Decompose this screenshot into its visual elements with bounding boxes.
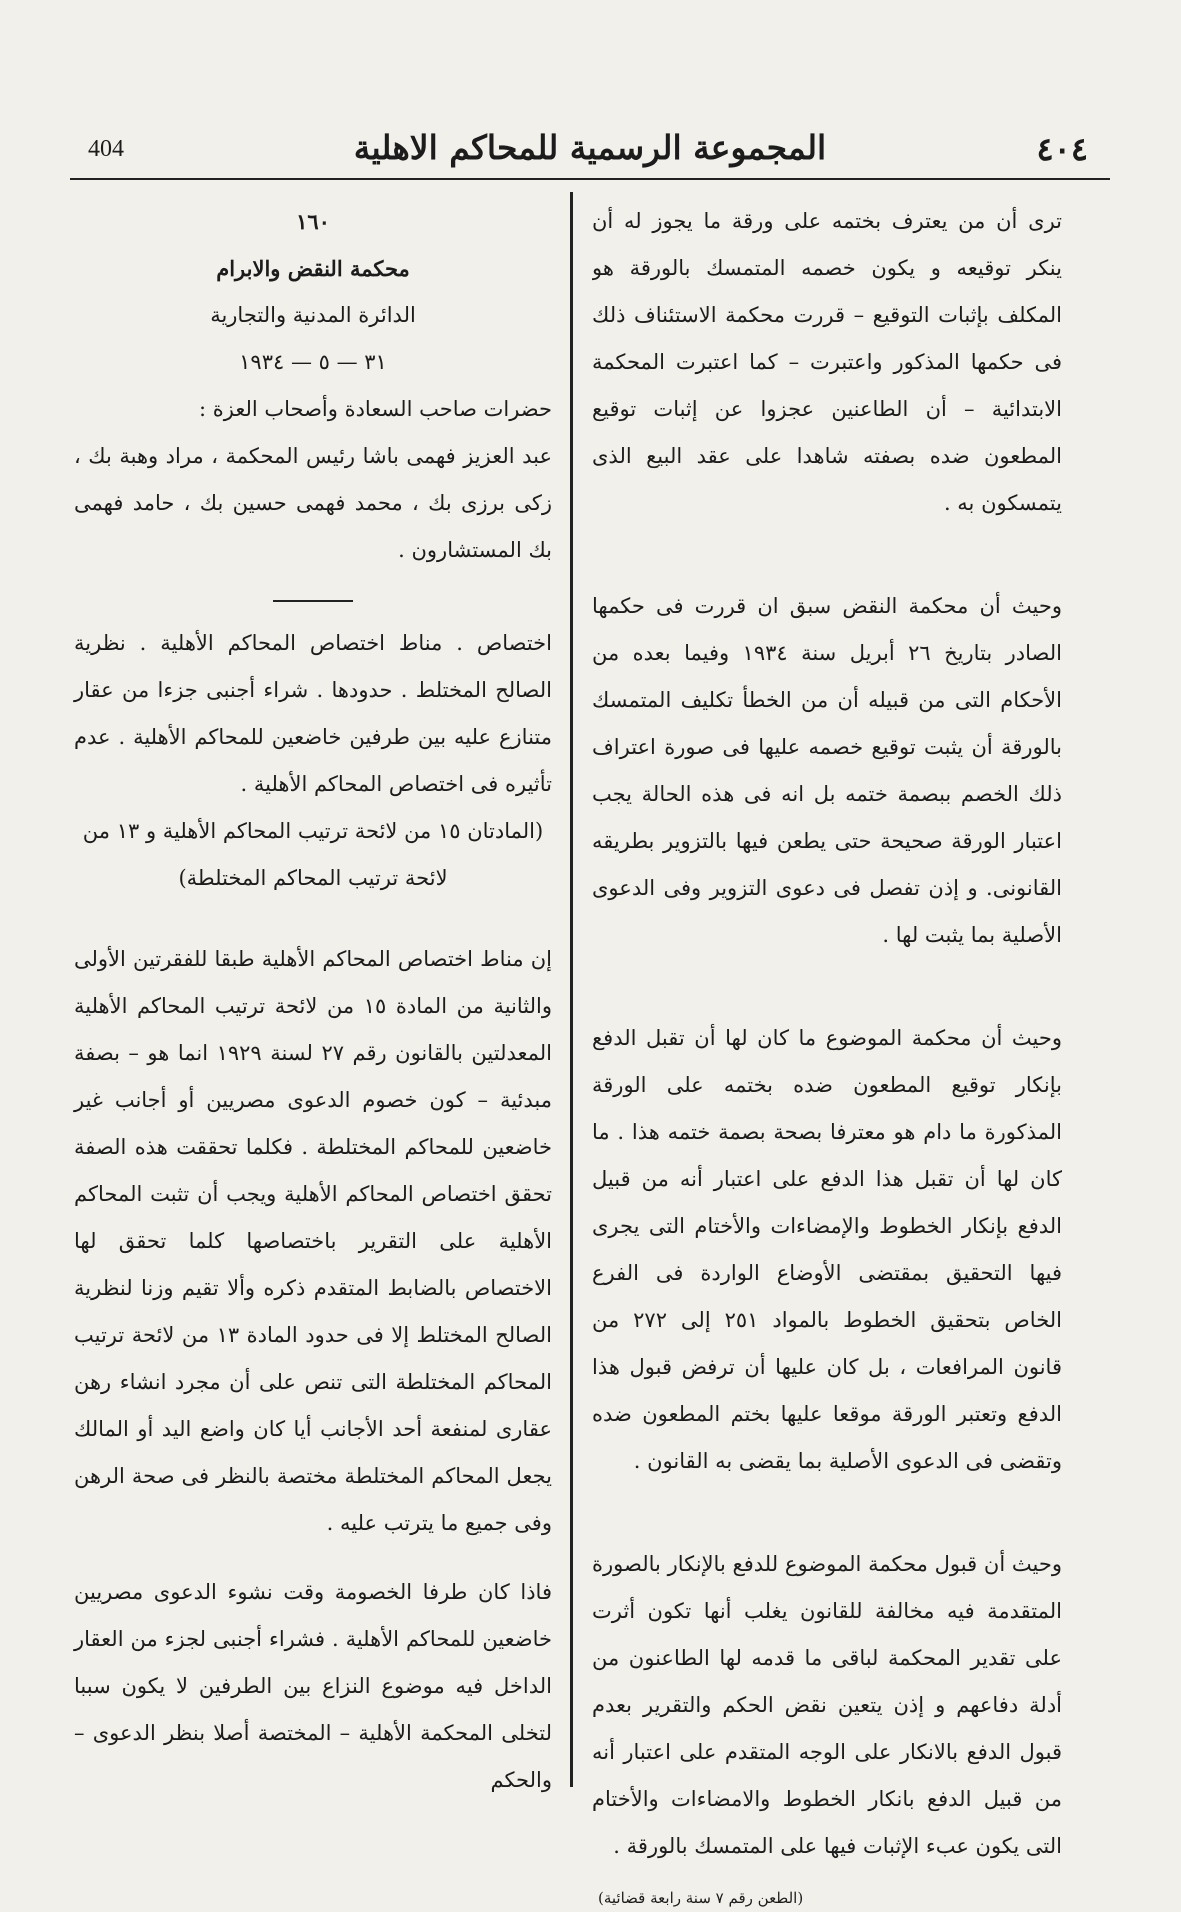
section-separator [273,600,353,602]
page-number-latin: 404 [88,136,124,162]
court-circuit: الدائرة المدنية والتجارية [210,303,416,327]
ruling-body [74,936,552,1804]
headnote-summary: اختصاص . مناط اختصاص المحاكم الأهلية . نظرية الصالح المختلط . حدودها . شراء أجنبى جزءا من عقار متنازع عليه بين طرفين خاضعين للمحاكم الأهلية . عدم تأثيره فى اختصاص المحاكم الأهلية . [74,631,552,796]
paragraph-2: وحيث أن محكمة النقض سبق ان قررت فى حكمها الصادر بتاريخ ٢٦ أبريل سنة ١٩٣٤ وفيما بعده من الأحكام التى من قبيله أن من الخطأ تكليف المتمسك بالورقة أن يثبت توقيع خصمه عليها فى صورة اعتراف ذلك الخصم ببصمة ختمه بل انه فى هذه الحالة يجب اعتبار الورقة صحيحة حتى يطعن فيها بالتزوير بطريقه القانونى. و إذن تفصل فى دعوى التزوير وفى الدعوى الأصلية بما يثبت لها . [592,594,1062,947]
paragraph-3: وحيث أن محكمة الموضوع ما كان لها أن تقبل الدفع بإنكار توقيع المطعون ضده بختمه على الورقة المذكورة ما دام هو معترفا بصحة بصمة ختمه هذا . ما كان لها أن تقبل هذا الدفع على اعتبار أنه من قبيل الدفع بإنكار الخطوط والإمضاءات والأختام التى يجرى فيها التحقيق بمقتضى الأوضاع الواردة فى الفرع الخاص بتحقيق الخطوط بالمواد ٢٥١ إلى ٢٧٢ من قانون المرافعات ، بل كان عليها أن ترفض قبول هذا الدفع وتعتبر الورقة موقعا عليها بختم المطعون ضده وتقضى فى الدعوى الأصلية بما يقضى به القانون . [592,1026,1062,1473]
session-date: ٣١ — ٥ — ١٩٣٤ [239,350,387,374]
right-column [592,198,1062,1912]
attendance-heading: حضرات صاحب السعادة وأصحاب العزة : [198,397,552,421]
paragraph-1: ترى أن من يعترف بختمه على ورقة ما يجوز له أن ينكر توقيعه و يكون خصمه المتمسك بالورقة هو المكلف بإثبات التوقيع – قررت محكمة الاستئناف ذلك فى حكمها المذكور واعتبرت – كما اعتبرت المحكمة الابتدائية – أن الطاعنين عجزوا عن إثبات توقيع المطعون ضده بصفته شاهدا على عقد البيع الذى يتمسكون به . [592,209,1062,515]
court-name: محكمة النقض والابرام [216,256,410,281]
paragraph-4: وحيث أن قبول محكمة الموضوع للدفع بالإنكار بالصورة المتقدمة فيه مخالفة للقانون يغلب أنها تكون أثرت على تقدير المحكمة لباقى ما قدمه لها الطاعنون من أدلة دفاعهم و إذن يتعين نقض الحكم والتقرير بعدم قبول الدفع بالانكار على الوجه المتقدم على اعتبار أنه من قبيل الدفع بانكار الخطوط والامضاءات والأختام التى يكون عبء الإثبات فيها على المتمسك بالورقة . [592,1552,1062,1858]
column-divider [570,192,573,1787]
judges-list: عبد العزيز فهمى باشا رئيس المحكمة ، مراد وهبة بك ، زكى برزى بك ، محمد فهمى حسين بك ، حامد فهمى بك المستشارون . [74,444,552,562]
ruling-paragraph-1: إن مناط اختصاص المحاكم الأهلية طبقا للفقرتين الأولى والثانية من المادة ١٥ من لائحة ترتيب المحاكم الأهلية المعدلتين بالقانون رقم ٢٧ لسنة ١٩٢٩ انما هو – بصفة مبدئية – كون خصوم الدعوى مصريين أو أجانب غير خاضعين للمحاكم المختلطة . فكلما تحققت هذه الصفة تحقق اختصاص المحاكم الأهلية ويجب أن تثبت المحاكم الأهلية على التقرير باختصاصها كلما تحقق لها الاختصاص بالضابط المتقدم ذكره وألا تقيم وزنا لنظرية الصالح المختلط إلا فى حدود المادة ١٣ من لائحة ترتيب المحاكم المختلطة التى تنص على أن مجرد انشاء رهن عقارى لمنفعة أحد الأجانب أيا كان واضع اليد أو المالك يجعل المحاكم المختلطة مختصة بالنظر فى صحة الرهن وفى جميع ما يترتب عليه . [74,947,553,1535]
running-title: المجموعة الرسمية للمحاكم الاهلية [353,128,827,167]
left-column [74,198,552,1826]
ruling-paragraph-2: فاذا كان طرفا الخصومة وقت نشوء الدعوى مصريين خاضعين للمحاكم الأهلية . فشراء أجنبى لجزء من العقار الداخل فيه موضوع النزاع بين الطرفين لا يكون سببا لتخلى المحكمة الأهلية – المختصة أصلا بنظر الدعوى – والحكم [74,1580,552,1792]
page-header [70,128,1110,180]
case-number: ١٦٠ [296,209,330,234]
case-reference: (الطعن رقم ٧ سنة رابعة قضائية) [598,1889,804,1907]
page-number-arabic: ٤٠٤ [1036,130,1088,168]
statute-reference: (المادتان ١٥ من لائحة ترتيب المحاكم الأهلية و ١٣ من لائحة ترتيب المحاكم المختلطة) [82,819,544,890]
